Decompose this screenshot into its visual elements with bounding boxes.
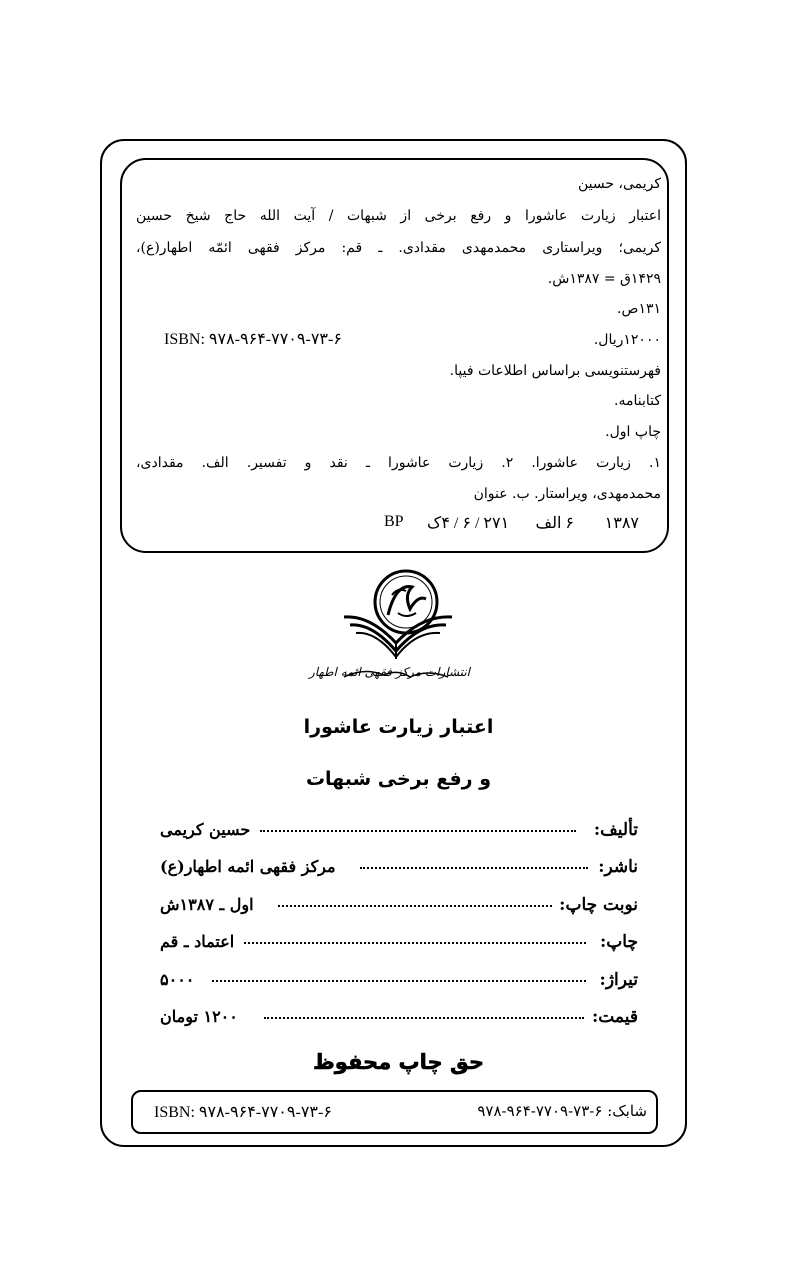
detail-printer-value: اعتماد ـ قم [160, 932, 235, 951]
detail-author-value: حسین کریمی [160, 820, 251, 839]
detail-author-label: تألیف: [593, 820, 638, 840]
classification-bp: BP [384, 513, 404, 530]
dotted-leader [264, 1017, 584, 1019]
book-title-line2: و رفع برخی شبهات [305, 768, 492, 790]
dotted-leader [244, 942, 586, 944]
catalog-bibliography: کتابنامه. [614, 393, 661, 409]
dotted-leader [212, 980, 586, 982]
catalog-publication-line: کریمی؛ ویراستاری محمدمهدی مقدادی. ـ قم: مرکز فقهی ائمّه اطهار(ع)، [136, 240, 661, 256]
catalog-editor: محمدمهدی، ویراستار. ب. عنوان [473, 486, 661, 502]
classification-alef: ۶ الف [535, 515, 574, 532]
catalog-price: ۱۲۰۰۰ریال. [593, 332, 661, 348]
catalog-date: ۱۴۲۹ق = ۱۳۸۷ش. [547, 271, 661, 287]
detail-publisher-label: ناشر: [598, 857, 638, 877]
detail-print-run-label: نوبت چاپ: [559, 895, 638, 915]
catalog-note-fipa: فهرستنویسی براساس اطلاعات فیپا. [449, 363, 661, 379]
detail-publisher-value: مرکز فقهی ائمه اطهار(ع) [160, 857, 336, 876]
catalog-pages: ۱۳۱ص. [617, 301, 661, 317]
detail-price-label: قیمت: [591, 1007, 638, 1027]
detail-circulation-label: تیراژ: [599, 970, 638, 990]
isbn-number: ISBN: ۹۷۸-۹۶۴-۷۷۰۹-۷۳-۶ [154, 1104, 332, 1121]
dotted-leader [260, 830, 576, 832]
dotted-leader [360, 867, 588, 869]
detail-price [160, 1007, 638, 1031]
detail-publisher [160, 857, 638, 881]
detail-author [160, 820, 638, 844]
detail-printer [160, 932, 638, 956]
detail-price-value: ۱۲۰۰ تومان [160, 1007, 238, 1026]
detail-printer-label: چاپ: [600, 932, 638, 952]
classification-number: ۲۷۱ / ۶ / ۴ک [427, 515, 510, 532]
catalog-isbn: ISBN: ۹۷۸-۹۶۴-۷۷۰۹-۷۳-۶ [164, 331, 342, 348]
publisher-logo-caption: انتشارات مرکز فقهی ائمه اطهار [309, 665, 470, 679]
detail-circulation [160, 970, 638, 994]
copyright-notice: حق چاپ محفوظ [312, 1050, 485, 1074]
catalog-subjects: ۱. زیارت عاشورا. ۲. زیارت عاشورا ـ نقد و تفسیر. الف. مقدادی، [136, 455, 661, 471]
catalog-author: کریمی، حسین [577, 176, 661, 192]
book-title-line1: اعتبار زیارت عاشورا [303, 716, 494, 738]
catalog-edition: چاپ اول. [605, 424, 661, 440]
shabak-number: شابک: ۶-۷۳-۷۷۰۹-۹۶۴-۹۷۸ [477, 1102, 647, 1120]
classification-year: ۱۳۸۷ [604, 515, 639, 532]
detail-print-run [160, 895, 638, 919]
dotted-leader [278, 905, 552, 907]
catalog-title-line: اعتبار زیارت عاشورا و رفع برخی از شبهات / آیت الله حاج شیخ حسین [136, 208, 661, 224]
detail-circulation-value: ۵۰۰۰ [160, 970, 195, 989]
detail-print-run-value: اول ـ ۱۳۸۷ش [160, 895, 254, 914]
